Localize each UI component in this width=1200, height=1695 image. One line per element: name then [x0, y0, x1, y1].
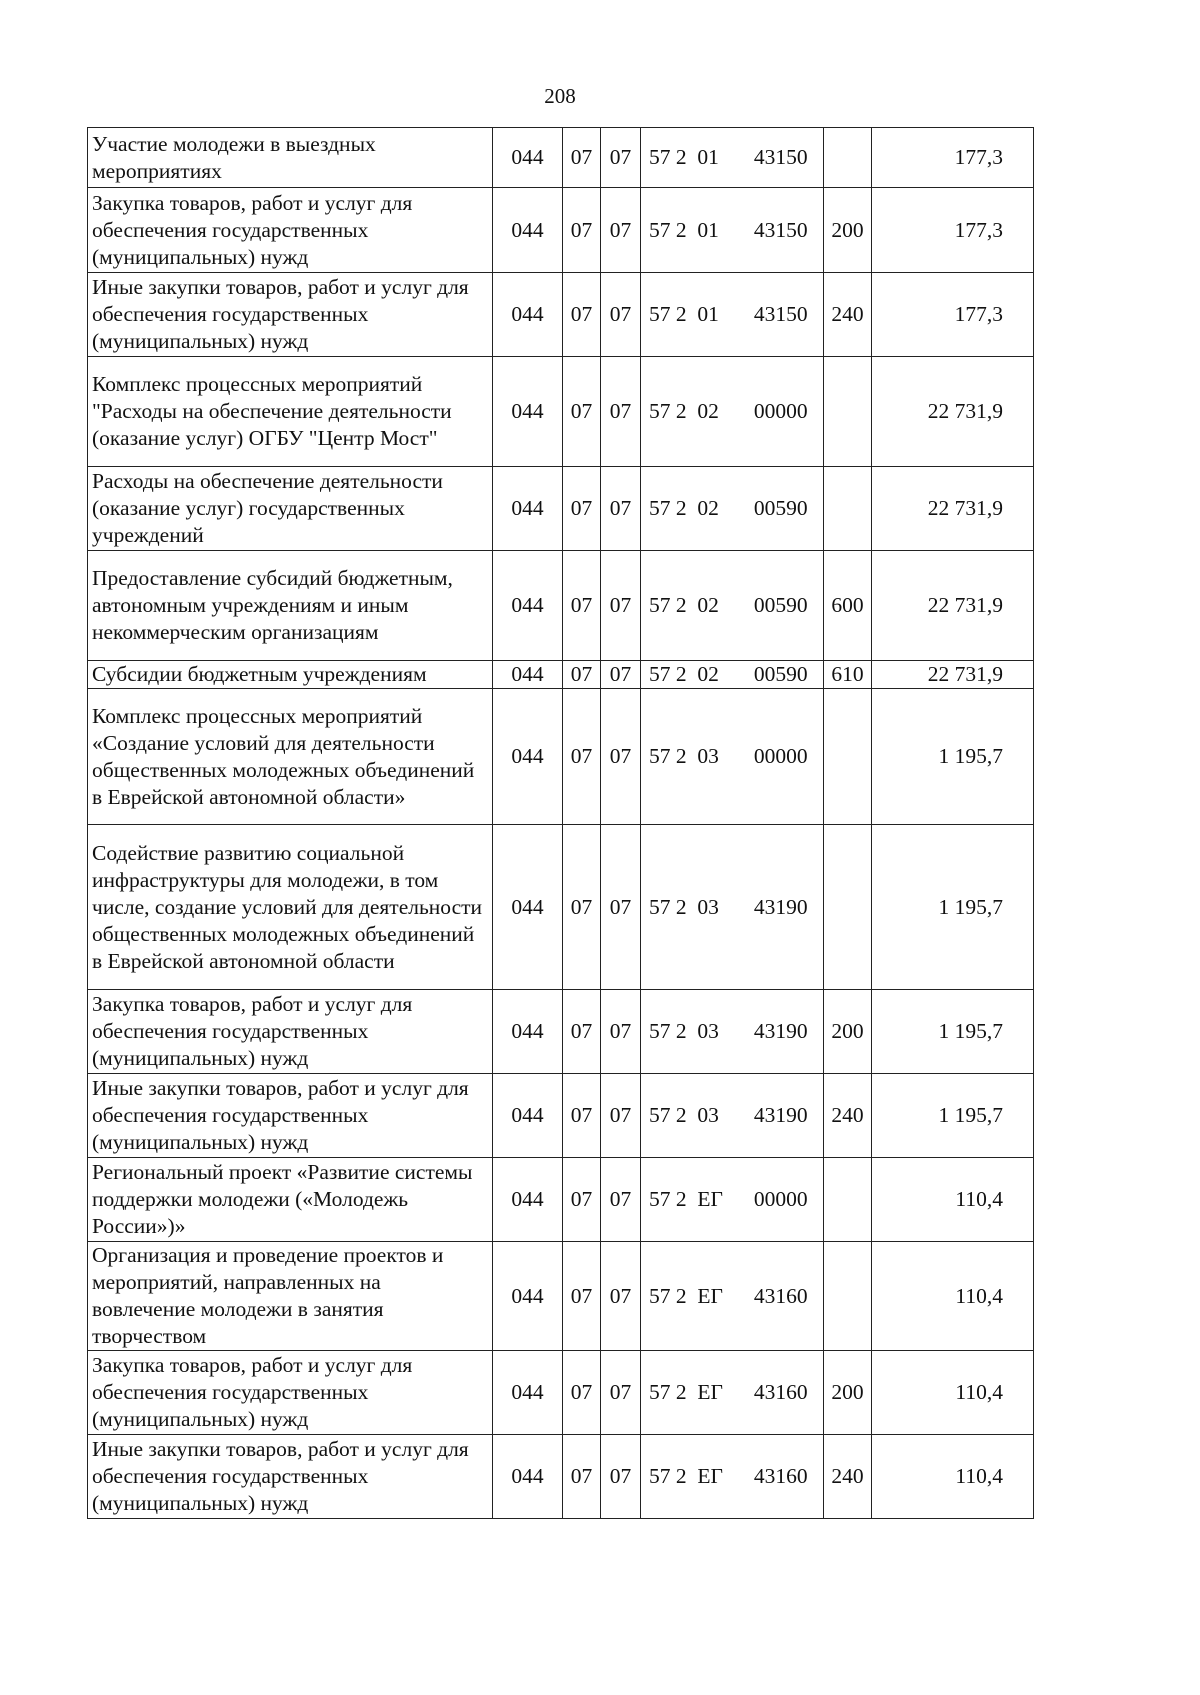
expense-type-code	[824, 357, 872, 467]
amount: 1 195,7	[872, 1074, 1034, 1158]
subsection-code: 07	[601, 357, 641, 467]
section-code: 07	[563, 551, 601, 661]
section-code: 07	[563, 1435, 601, 1519]
ministry-code: 044	[493, 467, 563, 551]
row-name: Содействие развитию социальной инфраструктуры для молодежи, в том числе, создание условий для деятельности общественных молодежных объединений в Еврейской автономной области	[88, 825, 493, 990]
row-name: Иные закупки товаров, работ и услуг для обеспечения государственных (муниципальных) нужд	[88, 273, 493, 357]
amount: 177,3	[872, 128, 1034, 188]
amount: 110,4	[872, 1242, 1034, 1351]
expense-type-code	[824, 1242, 872, 1351]
section-code: 07	[563, 990, 601, 1074]
section-code: 07	[563, 128, 601, 188]
expense-type-code	[824, 128, 872, 188]
table-row	[88, 551, 1034, 661]
expense-type-code: 240	[824, 1435, 872, 1519]
direction-code: 43190	[739, 990, 824, 1074]
subsection-code: 07	[601, 990, 641, 1074]
subsection-code: 07	[601, 1074, 641, 1158]
table-row	[88, 1242, 1034, 1351]
ministry-code: 044	[493, 128, 563, 188]
section-code: 07	[563, 689, 601, 825]
expense-type-code: 610	[824, 661, 872, 689]
section-code: 07	[563, 1158, 601, 1242]
table-row	[88, 188, 1034, 273]
amount: 22 731,9	[872, 467, 1034, 551]
section-code: 07	[563, 1074, 601, 1158]
expense-type-code	[824, 825, 872, 990]
subsection-code: 07	[601, 551, 641, 661]
amount: 22 731,9	[872, 551, 1034, 661]
subsection-code: 07	[601, 128, 641, 188]
subsection-code: 07	[601, 689, 641, 825]
program-code: 57 2 ЕГ	[641, 1158, 739, 1242]
section-code: 07	[563, 273, 601, 357]
expense-type-code: 200	[824, 1351, 872, 1435]
ministry-code: 044	[493, 1158, 563, 1242]
row-name: Закупка товаров, работ и услуг для обеспечения государственных (муниципальных) нужд	[88, 990, 493, 1074]
direction-code: 43190	[739, 1074, 824, 1158]
ministry-code: 044	[493, 1351, 563, 1435]
direction-code: 43160	[739, 1435, 824, 1519]
row-name: Расходы на обеспечение деятельности (оказание услуг) государственных учреждений	[88, 467, 493, 551]
program-code: 57 2 02	[641, 661, 739, 689]
page-number: 208	[544, 84, 576, 108]
ministry-code: 044	[493, 990, 563, 1074]
expense-type-code: 200	[824, 990, 872, 1074]
section-code: 07	[563, 661, 601, 689]
amount: 110,4	[872, 1158, 1034, 1242]
subsection-code: 07	[601, 467, 641, 551]
table-row	[88, 661, 1034, 689]
expense-type-code	[824, 1158, 872, 1242]
section-code: 07	[563, 467, 601, 551]
amount: 22 731,9	[872, 661, 1034, 689]
expense-type-code: 200	[824, 188, 872, 273]
ministry-code: 044	[493, 661, 563, 689]
expense-type-code	[824, 689, 872, 825]
direction-code: 00000	[739, 357, 824, 467]
section-code: 07	[563, 1242, 601, 1351]
row-name: Закупка товаров, работ и услуг для обеспечения государственных (муниципальных) нужд	[88, 188, 493, 273]
ministry-code: 044	[493, 689, 563, 825]
section-code: 07	[563, 188, 601, 273]
subsection-code: 07	[601, 188, 641, 273]
program-code: 57 2 ЕГ	[641, 1351, 739, 1435]
program-code: 57 2 02	[641, 357, 739, 467]
row-name: Комплекс процессных мероприятий "Расходы на обеспечение деятельности (оказание услуг) ОГБУ "Центр Мост"	[88, 357, 493, 467]
ministry-code: 044	[493, 1435, 563, 1519]
row-name: Субсидии бюджетным учреждениям	[88, 661, 493, 689]
subsection-code: 07	[601, 1242, 641, 1351]
program-code: 57 2 ЕГ	[641, 1242, 739, 1351]
subsection-code: 07	[601, 1158, 641, 1242]
ministry-code: 044	[493, 188, 563, 273]
expense-type-code	[824, 467, 872, 551]
ministry-code: 044	[493, 273, 563, 357]
direction-code: 00590	[739, 467, 824, 551]
expense-type-code: 240	[824, 273, 872, 357]
expense-type-code: 240	[824, 1074, 872, 1158]
direction-code: 00590	[739, 661, 824, 689]
row-name: Региональный проект «Развитие системы поддержки молодежи («Молодежь России»)»	[88, 1158, 493, 1242]
ministry-code: 044	[493, 551, 563, 661]
table-row	[88, 689, 1034, 825]
direction-code: 00590	[739, 551, 824, 661]
program-code: 57 2 03	[641, 825, 739, 990]
program-code: 57 2 01	[641, 128, 739, 188]
row-name: Закупка товаров, работ и услуг для обеспечения государственных (муниципальных) нужд	[88, 1351, 493, 1435]
subsection-code: 07	[601, 825, 641, 990]
direction-code: 43190	[739, 825, 824, 990]
table-row	[88, 1158, 1034, 1242]
table-row	[88, 825, 1034, 990]
section-code: 07	[563, 825, 601, 990]
amount: 1 195,7	[872, 689, 1034, 825]
table-row	[88, 1435, 1034, 1519]
direction-code: 43150	[739, 273, 824, 357]
amount: 177,3	[872, 188, 1034, 273]
direction-code: 43160	[739, 1351, 824, 1435]
row-name: Организация и проведение проектов и мероприятий, направленных на вовлечение молодежи в занятия творчеством	[88, 1242, 493, 1351]
table-row	[88, 1351, 1034, 1435]
program-code: 57 2 03	[641, 990, 739, 1074]
budget-table	[87, 127, 1034, 1519]
row-name: Участие молодежи в выездных мероприятиях	[88, 128, 493, 188]
ministry-code: 044	[493, 1074, 563, 1158]
table-row	[88, 357, 1034, 467]
subsection-code: 07	[601, 661, 641, 689]
program-code: 57 2 03	[641, 1074, 739, 1158]
program-code: 57 2 01	[641, 273, 739, 357]
ministry-code: 044	[493, 1242, 563, 1351]
row-name: Иные закупки товаров, работ и услуг для обеспечения государственных (муниципальных) нужд	[88, 1435, 493, 1519]
ministry-code: 044	[493, 825, 563, 990]
amount: 177,3	[872, 273, 1034, 357]
direction-code: 43150	[739, 188, 824, 273]
direction-code: 43150	[739, 128, 824, 188]
row-name: Предоставление субсидий бюджетным, автономным учреждениям и иным некоммерческим организациям	[88, 551, 493, 661]
table-row	[88, 128, 1034, 188]
program-code: 57 2 ЕГ	[641, 1435, 739, 1519]
expense-type-code: 600	[824, 551, 872, 661]
subsection-code: 07	[601, 1351, 641, 1435]
program-code: 57 2 03	[641, 689, 739, 825]
direction-code: 00000	[739, 1158, 824, 1242]
row-name: Комплекс процессных мероприятий «Создание условий для деятельности общественных молодежных объединений в Еврейской автономной области»	[88, 689, 493, 825]
table-row	[88, 273, 1034, 357]
table-row	[88, 1074, 1034, 1158]
amount: 1 195,7	[872, 990, 1034, 1074]
direction-code: 43160	[739, 1242, 824, 1351]
direction-code: 00000	[739, 689, 824, 825]
amount: 1 195,7	[872, 825, 1034, 990]
table-row	[88, 990, 1034, 1074]
subsection-code: 07	[601, 1435, 641, 1519]
amount: 22 731,9	[872, 357, 1034, 467]
table-row	[88, 467, 1034, 551]
section-code: 07	[563, 1351, 601, 1435]
amount: 110,4	[872, 1435, 1034, 1519]
program-code: 57 2 02	[641, 551, 739, 661]
program-code: 57 2 02	[641, 467, 739, 551]
ministry-code: 044	[493, 357, 563, 467]
section-code: 07	[563, 357, 601, 467]
subsection-code: 07	[601, 273, 641, 357]
amount: 110,4	[872, 1351, 1034, 1435]
row-name: Иные закупки товаров, работ и услуг для обеспечения государственных (муниципальных) нужд	[88, 1074, 493, 1158]
program-code: 57 2 01	[641, 188, 739, 273]
